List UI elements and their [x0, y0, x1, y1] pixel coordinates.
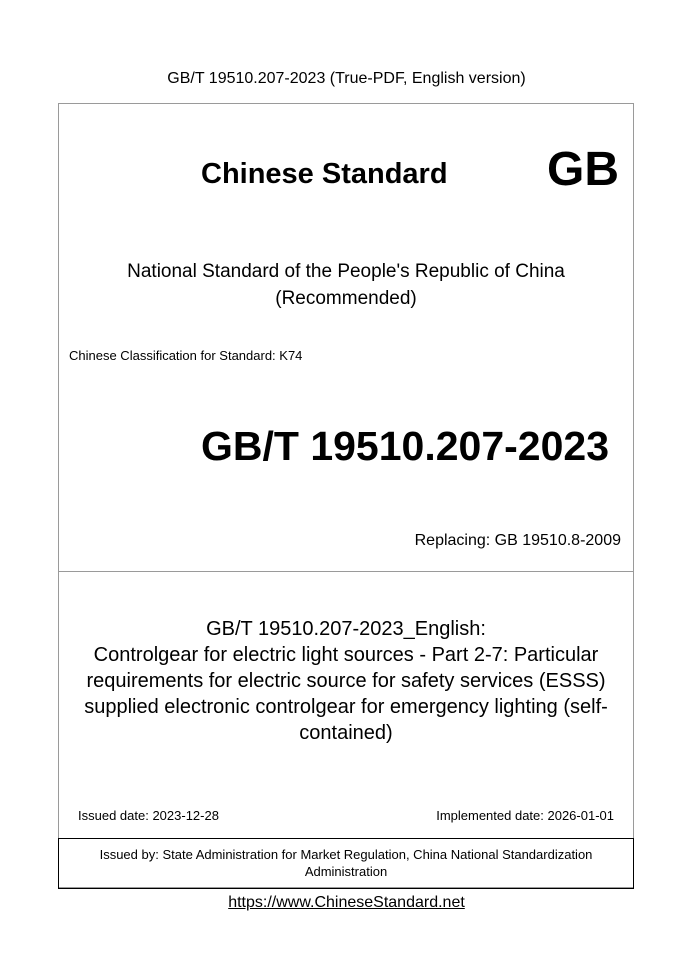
- title-line-3: requirements for electric source for safety services (ESSS): [86, 670, 606, 692]
- issuer-line-2: Administration: [304, 864, 388, 879]
- implemented-date: Implemented date: 2026-01-01: [436, 808, 614, 823]
- title-line-5: contained): [299, 722, 393, 744]
- title-line-4: supplied electronic controlgear for emergency lighting (self-: [84, 696, 608, 718]
- website-link[interactable]: https://www.ChineseStandard.net: [228, 894, 465, 911]
- gb-mark: GB: [547, 143, 619, 196]
- cover-frame: [58, 103, 634, 888]
- national-standard-line-2: (Recommended): [275, 288, 417, 309]
- standard-number: GB/T 19510.207-2023: [201, 423, 609, 469]
- issuer-box: [58, 838, 634, 889]
- document-title: [59, 616, 633, 746]
- page-header-caption: GB/T 19510.207-2023 (True-PDF, English version): [167, 70, 526, 87]
- title-line-1: GB/T 19510.207-2023_English:: [206, 618, 486, 640]
- national-standard-line-1: National Standard of the People's Republic of China: [127, 261, 565, 282]
- issued-date: Issued date: 2023-12-28: [78, 808, 219, 823]
- issuer-line-1: Issued by: State Administration for Market Regulation, China National Standardization: [99, 847, 593, 862]
- standard-type-title: Chinese Standard: [201, 158, 448, 190]
- replacing-note: Replacing: GB 19510.8-2009: [414, 532, 621, 549]
- classification-code: Chinese Classification for Standard: K74: [69, 348, 303, 363]
- title-line-2: Controlgear for electric light sources - Part 2-7: Particular: [93, 644, 599, 666]
- national-standard-heading: [59, 258, 633, 312]
- section-divider: [59, 571, 633, 572]
